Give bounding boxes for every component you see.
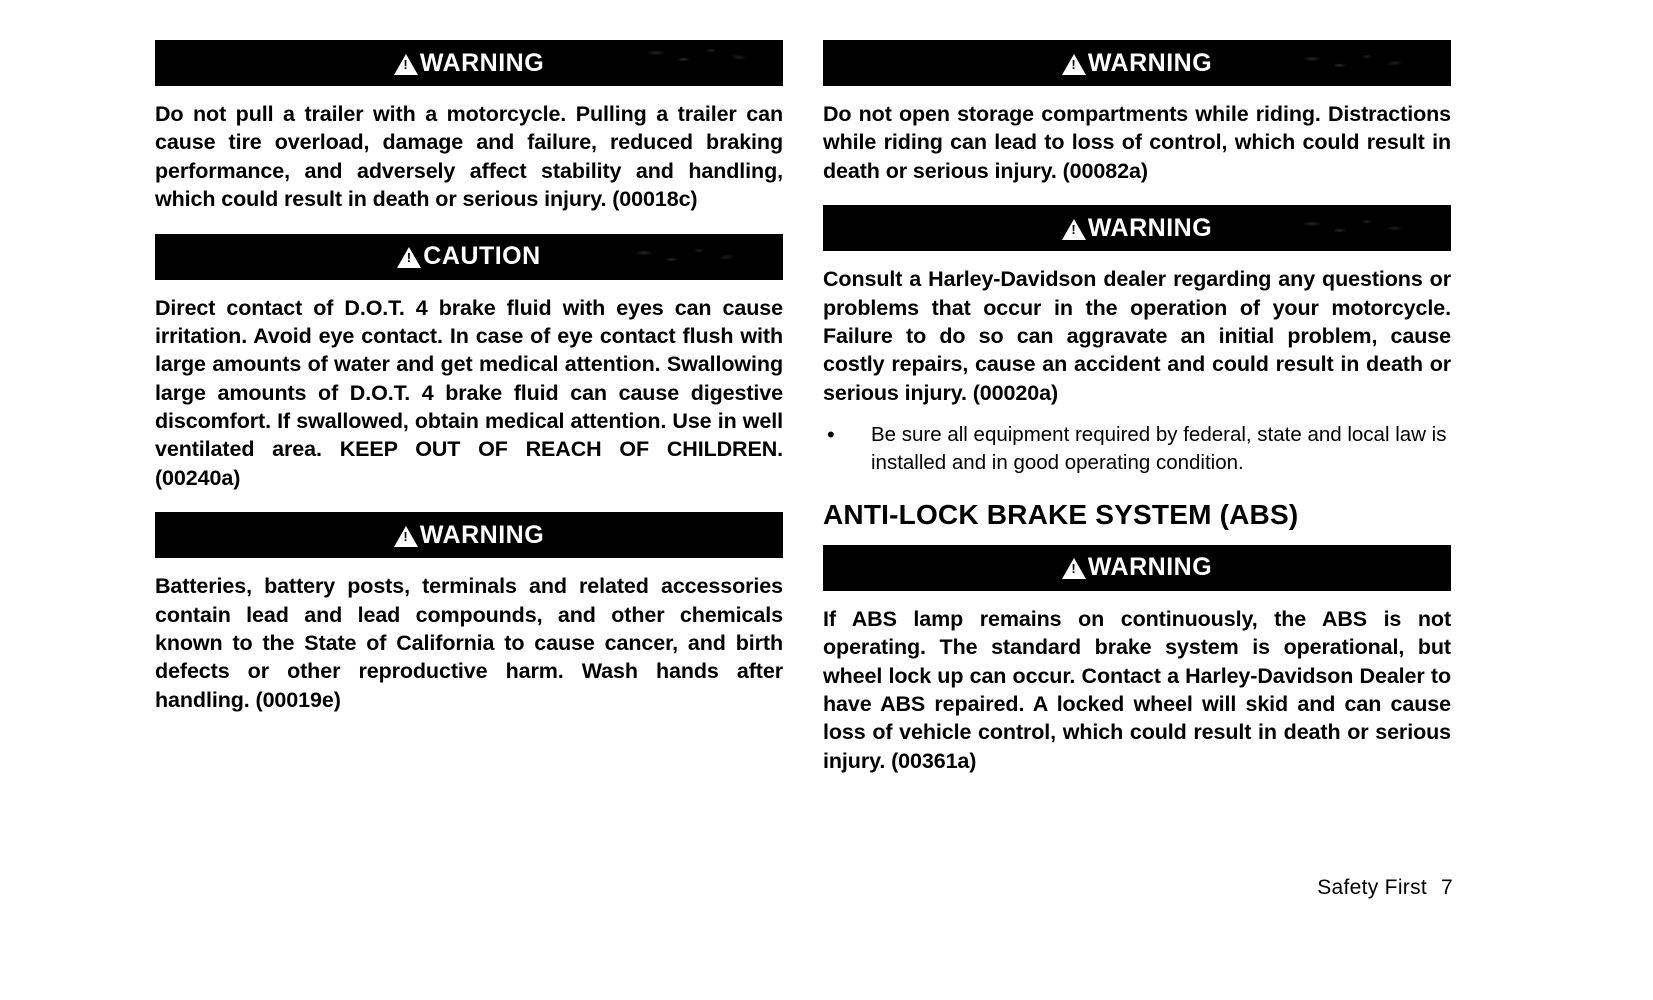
warning-block-trailer bbox=[155, 40, 783, 214]
warning-triangle-icon bbox=[397, 247, 421, 268]
warning-banner bbox=[155, 40, 783, 86]
warning-banner bbox=[823, 205, 1451, 251]
list-item bbox=[823, 421, 1451, 477]
warning-triangle-icon bbox=[394, 54, 418, 75]
warning-triangle-icon bbox=[1062, 54, 1086, 75]
banner-label-text: WARNING bbox=[1087, 213, 1213, 242]
warning-banner bbox=[823, 545, 1451, 591]
footer-section-label: Safety First bbox=[1317, 876, 1428, 899]
caution-block-brake-fluid bbox=[155, 234, 783, 493]
section-heading: ANTI-LOCK BRAKE SYSTEM (ABS) bbox=[823, 498, 1299, 530]
warning-triangle-icon bbox=[394, 526, 418, 547]
banner-label-text: WARNING bbox=[419, 48, 545, 77]
warning-block-storage bbox=[823, 40, 1451, 185]
caution-banner bbox=[155, 234, 783, 280]
scan-smudge bbox=[1301, 215, 1411, 237]
warning-triangle-icon bbox=[1062, 219, 1086, 240]
banner-label-text: WARNING bbox=[1087, 553, 1213, 582]
scan-smudge bbox=[633, 244, 743, 266]
warning-triangle-icon bbox=[1062, 558, 1086, 579]
scan-smudge bbox=[1301, 50, 1411, 72]
warning-body-text: Consult a Harley-Davidson dealer regarding any questions or problems that occur in the operation of your motorcycle. Failure to do so can aggravate an initial problem, cause costly repairs, cause an accident and could result in death or serious injury. (00020a) bbox=[823, 267, 1451, 405]
banner-label-text: WARNING bbox=[419, 520, 545, 549]
page-number: 7 bbox=[1441, 876, 1453, 899]
warning-body-text: Do not open storage compartments while riding. Distractions while riding can lead to loss of control, which could result in death or serious injury. (00082a) bbox=[823, 102, 1451, 183]
banner-label-text: WARNING bbox=[1087, 48, 1213, 77]
scan-smudge bbox=[645, 44, 755, 66]
warning-block-abs bbox=[823, 545, 1451, 775]
bullet-marker: • bbox=[827, 422, 835, 447]
right-column bbox=[823, 40, 1451, 795]
left-column bbox=[155, 40, 783, 734]
warning-body-text: If ABS lamp remains on continuously, the ABS is not operating. The standard brake system is operational, but wheel lock up can occur. Contact a Harley-Davidson Dealer to have ABS repaired. A locked wheel will skid and can cause loss of vehicle control, which could result in death or serious injury. (00361a) bbox=[823, 606, 1451, 773]
warning-banner bbox=[823, 40, 1451, 86]
caution-body-text: Direct contact of D.O.T. 4 brake fluid with eyes can cause irritation. Avoid eye contact. In case of eye contact flush with large amounts of water and get medical attention. Swallowing large amounts of D.O.T. 4 brake fluid can cause digestive discomfort. If swallowed, obtain medical attention. Use in well ventilated area. KEEP OUT OF REACH OF CHILDREN. (00240a) bbox=[155, 295, 783, 490]
page-footer bbox=[1317, 876, 1453, 900]
warning-body-text: Batteries, battery posts, terminals and related accessories contain lead and lead compounds, and other chemicals known to the State of California to cause cancer, and birth defects or other reproductive harm. Wash hands after handling. (00019e) bbox=[155, 574, 783, 712]
warning-banner bbox=[155, 512, 783, 558]
warning-block-dealer bbox=[823, 205, 1451, 477]
bullet-text: Be sure all equipment required by federal, state and local law is installed and in good operating condition. bbox=[871, 423, 1447, 474]
banner-label-text: CAUTION bbox=[423, 242, 541, 270]
warning-block-battery bbox=[155, 512, 783, 714]
warning-body-text: Do not pull a trailer with a motorcycle. Pulling a trailer can cause tire overload, damage and failure, reduced braking performance, and adversely affect stability and handling, which could result in death or serious injury. (00018c) bbox=[155, 102, 783, 212]
